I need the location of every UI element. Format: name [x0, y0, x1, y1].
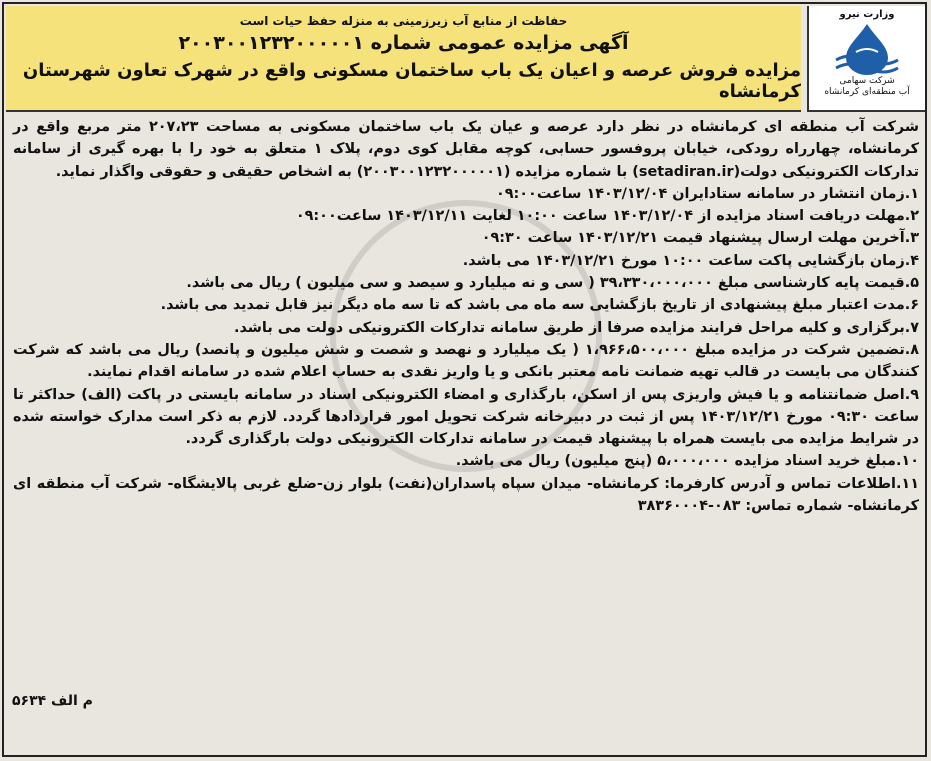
- list-item: ۸.تضمین شرکت در مزایده مبلغ ۱،۹۶۶،۵۰۰،۰۰۰ ( یک میلیارد و نهصد و شصت و شش میلیون و پانصد) ریال می باشد که شرکت کنندگان می بایست در قالب تهیه ضمانت نامه معتبر بانکی و یا واریز نقدی به حساب اعلام شده در سامانه اقدام نمایند.: [13, 341, 919, 381]
- list-item: ۱.زمان انتشار در سامانه ستادایران ۱۴۰۳/۱۲/۰۴ ساعت۰۹:۰۰: [495, 185, 919, 202]
- company-logo: [807, 6, 925, 112]
- list-item: ۶.مدت اعتبار مبلغ پیشنهادی از تاریخ بازگشایی سه ماه می باشد که تا سه ماه دیگر نیز قابل تمدید می باشد.: [160, 297, 919, 314]
- list-item: ۵.قیمت پایه کارشناسی مبلغ ۳۹،۳۳۰،۰۰۰،۰۰۰ ( سی و نه میلیارد و سیصد و سی میلیون ) ریال می باشد.: [186, 275, 919, 292]
- water-drop-icon: [828, 22, 906, 76]
- publication-code: م الف ۵۶۳۴: [12, 693, 93, 709]
- logo-caption-2: آب منطقه‌ای کرمانشاه: [824, 87, 910, 97]
- list-item: ۴.زمان بازگشایی پاکت ساعت ۱۰:۰۰ مورخ ۱۴۰۳/۱۲/۲۱ می باشد.: [462, 252, 919, 269]
- notice-header: [6, 6, 801, 112]
- header-slogan: حفاظت از منابع آب زیرزمینی به منزله حفظ حیات است: [239, 14, 568, 28]
- notice-title: آگهی مزایده عمومی شماره ۲۰۰۳۰۰۱۲۳۲۰۰۰۰۰۱: [178, 32, 629, 54]
- logo-caption-1: شرکت سهامی: [839, 76, 895, 86]
- logo-ministry-text: وزارت نیرو: [839, 9, 895, 20]
- intro-paragraph: شرکت آب منطقه ای کرمانشاه در نظر دارد عرصه و عیان یک باب ساختمان مسکونی به مساحت ۲۰۷،۲۳ متر مربع واقع در کرمانشاه، چهارراه رودکی، خیابان پروفسور حسابی، کوچه مقابل کوی دوم، پلاک ۱ متعلق به خود را با بهره گیری از سامانه تدارکات الکترونیکی دولت(setadiran.ir) با شماره مزایده (۲۰۰۳۰۰۱۲۳۲۰۰۰۰۰۱) به اشخاص حقیقی و حقوقی واگذار نماید.: [13, 119, 919, 180]
- list-item: ۱۱.اطلاعات تماس و آدرس کارفرما: کرمانشاه- میدان سپاه پاسداران(نفت) بلوار زن-ضلع غربی پالایشگاه- شرکت آب منطقه ای کرمانشاه- شماره تماس: ۰۸۳-۳۸۳۶۰۰۰۴: [13, 475, 919, 515]
- notice-subtitle: مزایده فروش عرصه و اعیان یک باب ساختمان مسکونی واقع در شهرک تعاون شهرستان کرمانشاه: [22, 60, 801, 102]
- list-item: ۹.اصل ضمانتنامه و یا فیش واریزی پس از اسکن، بارگذاری و امضاء الکترونیکی اسناد در سامانه بایستی در پاکت (الف) حداکثر تا ساعت ۰۹:۳۰ مورخ ۱۴۰۳/۱۲/۲۱ پس از ثبت در دبیرخانه شرکت تحویل امور قراردادها گردد. لازم به ذکر است مدارک خواسته شده در شرایط مزایده می بایست همراه با پیشنهاد قیمت در سامانه تدارکات الکترونیکی دولت بارگذاری گردد.: [13, 386, 919, 448]
- list-item: ۲.مهلت دریافت اسناد مزایده از ۱۴۰۳/۱۲/۰۴ ساعت ۱۰:۰۰ لغایت ۱۴۰۳/۱۲/۱۱ ساعت۰۹:۰۰: [295, 208, 919, 225]
- list-item: ۳.آخرین مهلت ارسال پیشنهاد قیمت ۱۴۰۳/۱۲/۲۱ ساعت ۰۹:۳۰: [481, 230, 919, 247]
- list-item: ۷.برگزاری و کلیه مراحل فرایند مزایده صرفا از طریق سامانه تدارکات الکترونیکی دولت می باشد.: [234, 319, 919, 336]
- notice-body: [13, 116, 919, 517]
- list-item: ۱۰.مبلغ خرید اسناد مزایده ۵،۰۰۰،۰۰۰ (پنج میلیون) ریال می باشد.: [455, 453, 919, 470]
